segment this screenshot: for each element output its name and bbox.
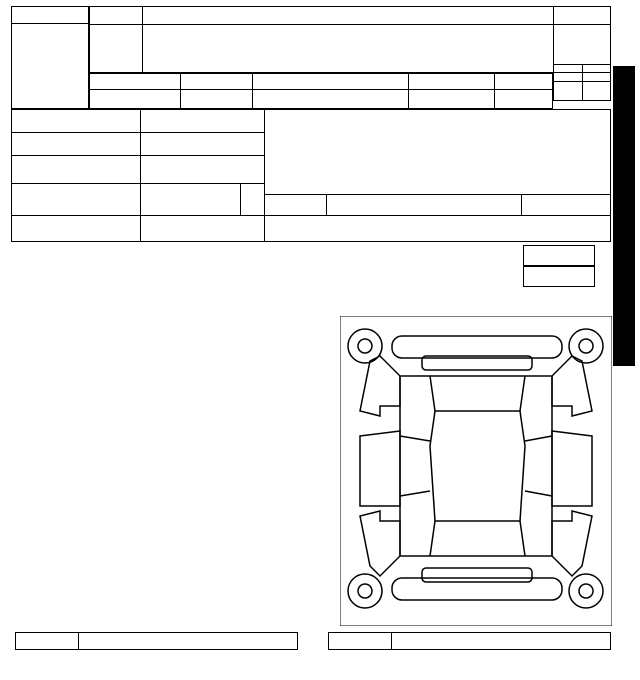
name-change-box <box>523 245 595 266</box>
header-frame <box>89 6 611 73</box>
lot-label-cell <box>11 6 89 24</box>
lot-number-cell <box>11 23 89 109</box>
chassis-no-box <box>328 632 611 650</box>
spec-row <box>89 73 553 109</box>
damage-diagram <box>340 316 612 626</box>
reg-no-box <box>15 632 298 650</box>
detail-frame <box>11 109 611 242</box>
recycle-box <box>523 266 595 287</box>
okinawa-banner <box>613 66 635 366</box>
